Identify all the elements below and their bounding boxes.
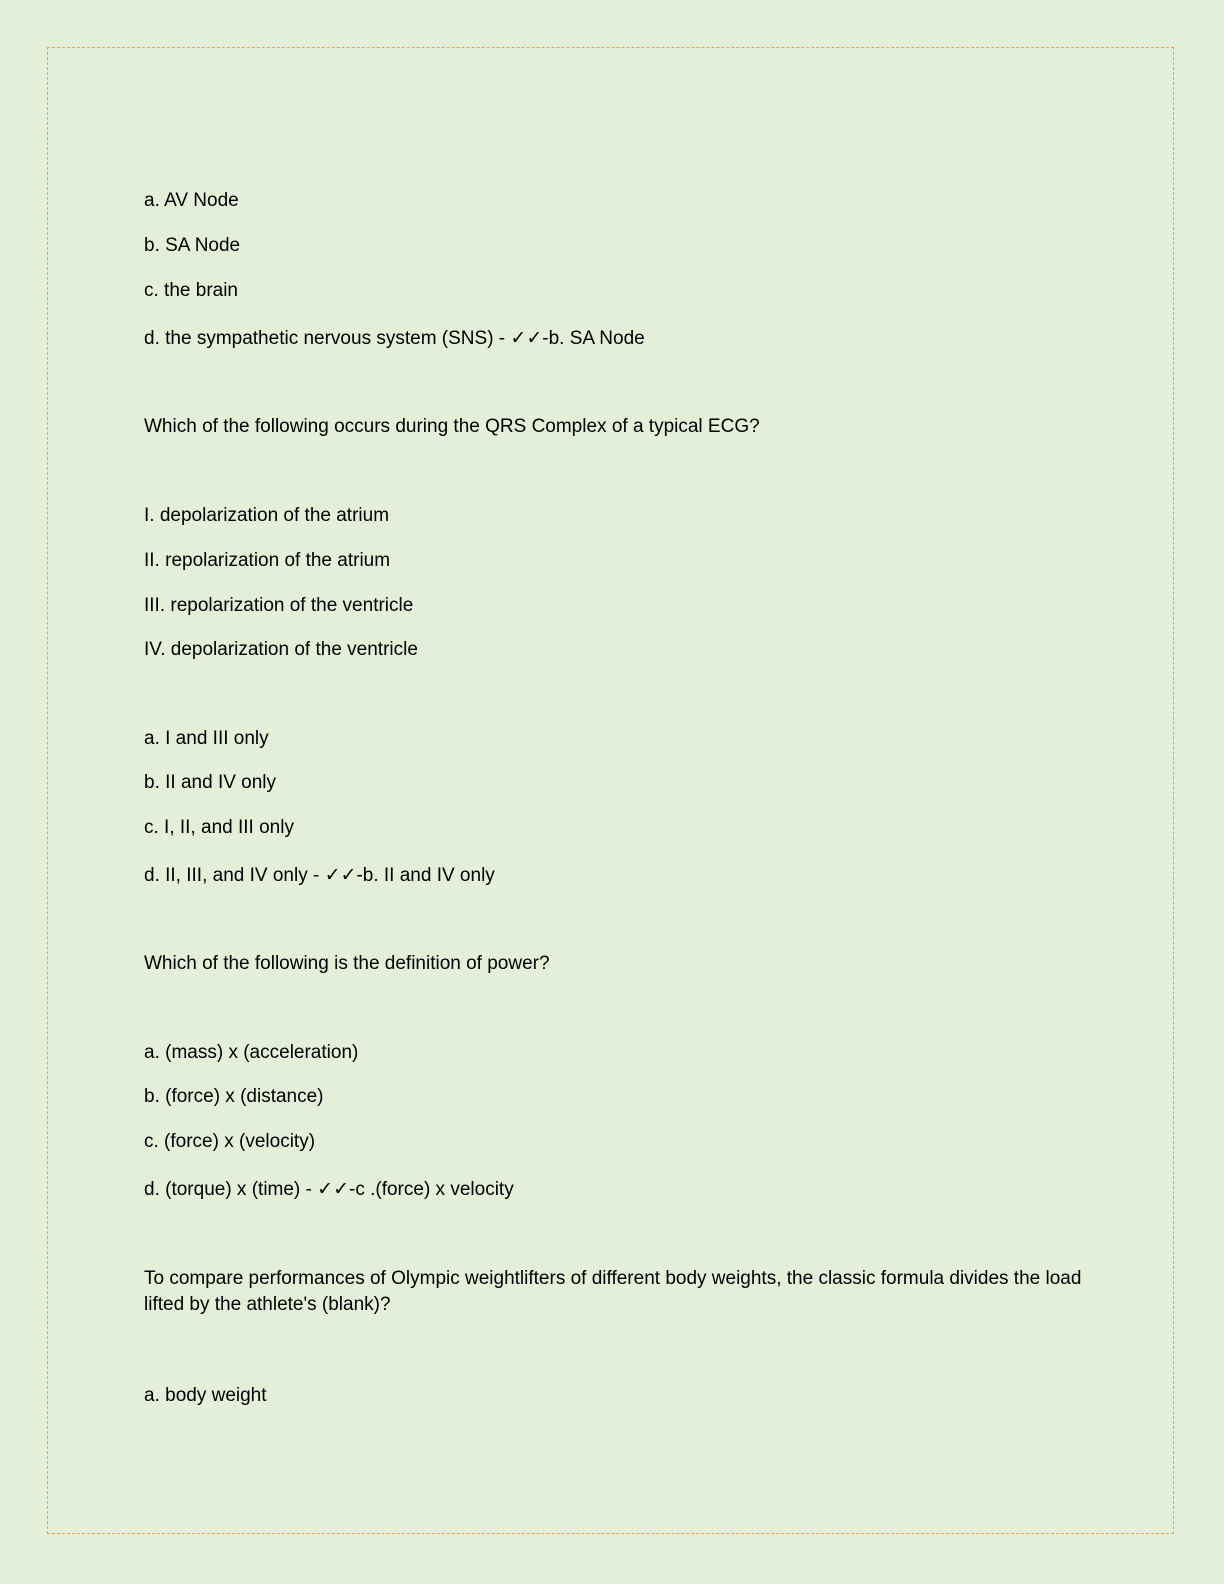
option-d: d. II, III, and IV only -: [144, 865, 325, 886]
option-d: d. (torque) x (time) -: [144, 1179, 318, 1200]
option-d-with-answer: [144, 325, 645, 352]
answer-text: -c .(force) x velocity: [349, 1179, 514, 1200]
option-a: a. I and III only: [144, 728, 269, 749]
option-b: b. SA Node: [144, 235, 241, 256]
option-b: b. (force) x (distance): [144, 1086, 324, 1107]
option-c: c. (force) x (velocity): [144, 1131, 316, 1152]
answer-text: -b. SA Node: [542, 328, 645, 349]
option-a: a. AV Node: [144, 190, 239, 211]
question-text: Which of the following occurs during the QRS Complex of a typical ECG?: [144, 416, 760, 437]
option-a: a. body weight: [144, 1385, 267, 1406]
statement-item: I. depolarization of the atrium: [144, 505, 390, 526]
question-text: To compare performances of Olympic weightlifters of different body weights, the classic formula divides the load lifted by the athlete's (blank)?: [144, 1268, 1082, 1315]
statement-item: IV. depolarization of the ventricle: [144, 639, 418, 660]
question-text: Which of the following is the definition of power?: [144, 953, 550, 974]
option-b: b. II and IV only: [144, 772, 277, 793]
answer-text: -b. II and IV only: [356, 865, 495, 886]
option-c: c. the brain: [144, 280, 238, 301]
statement-item: II. repolarization of the atrium: [144, 550, 391, 571]
statement-item: III. repolarization of the ventricle: [144, 595, 414, 616]
option-a: a. (mass) x (acceleration): [144, 1042, 359, 1063]
option-d-with-answer: [144, 1176, 514, 1203]
check-mark-icon: ✓✓: [510, 327, 543, 349]
check-mark-icon: ✓✓: [317, 1178, 349, 1200]
option-d-with-answer: [144, 862, 495, 889]
check-mark-icon: ✓✓: [324, 864, 357, 886]
option-c: c. I, II, and III only: [144, 817, 294, 838]
option-d: d. the sympathetic nervous system (SNS) -: [144, 328, 511, 349]
